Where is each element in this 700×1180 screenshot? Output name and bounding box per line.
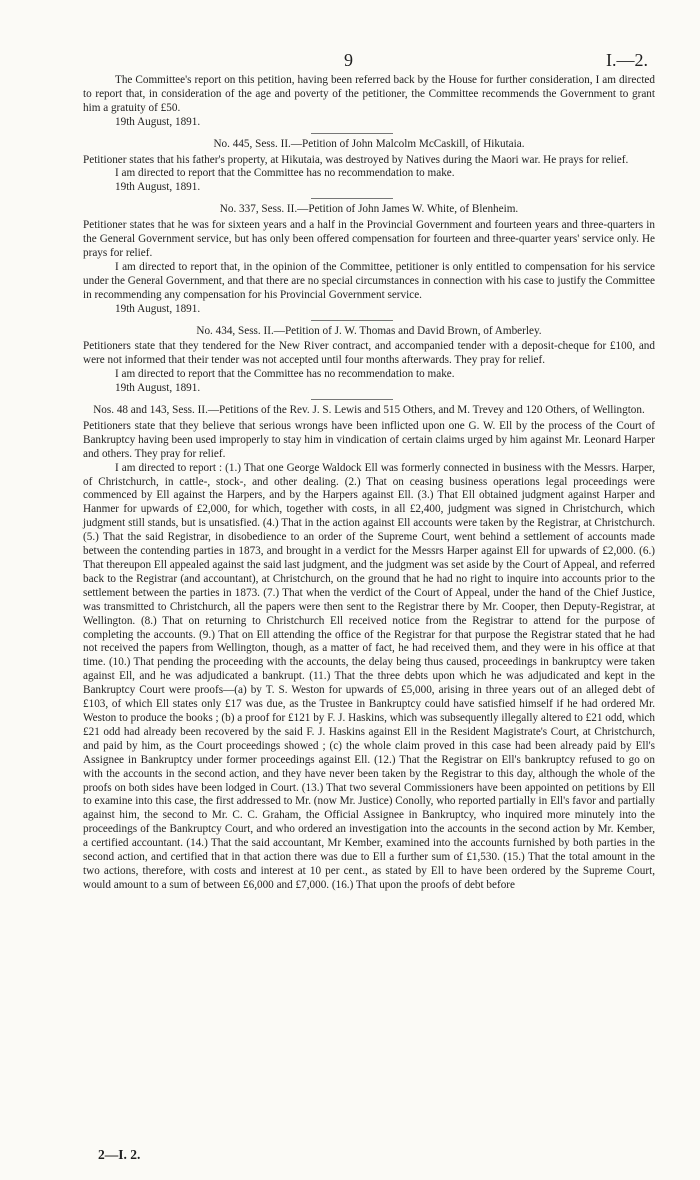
page-number: 9 bbox=[344, 50, 353, 70]
section-divider bbox=[311, 320, 393, 321]
section-divider bbox=[311, 133, 393, 134]
paragraph: I am directed to report that the Committee has no recommendation to make. bbox=[115, 167, 455, 180]
report-date: 19th August, 1891. bbox=[115, 181, 201, 194]
petition-heading: Nos. 48 and 143, Sess. II.—Petitions of the Rev. J. S. Lewis and 515 Others, and M. Trevey and 120 Others, of Wellington. bbox=[93, 404, 645, 417]
signature-mark: 2—I. 2. bbox=[98, 1147, 141, 1162]
paragraph: Petitioner states that he was for sixteen years and a half in the Provincial Government and fourteen years and three-quarters in the General Government service, but has only been offered compensation for fourteen and three-quarter years' service only. He prays for relief. bbox=[83, 219, 655, 259]
petition-heading: No. 434, Sess. II.—Petition of J. W. Thomas and David Brown, of Amberley. bbox=[196, 324, 542, 337]
paragraph: Petitioners state that they tendered for the New River contract, and accompanied tender with a deposit-cheque for £100, and were not informed that their tender was not accepted until four months afterwards. They pray for relief. bbox=[83, 340, 655, 367]
paragraph: I am directed to report : (1.) That one George Waldock Ell was formerly connected in business with the Messrs. Harper, of Christchurch, in cattle-, stock-, and other dealing. (2.) That on ceasing business operations legal proceedings were commenced by Ell against the Harpers, and by the Harpers against Ell. (3.) That Ell obtained judgment against Harper and Hanmer for upwards of £2,000, for which, together with costs, in all £2,400, judgment was signed in Christchurch, which judgment still stands, but is unsatisfied. (4.) That in the action against Ell accounts were taken by the Registrar, at Christchurch. (5.) That the said Registrar, in disobedience to an order of the Supreme Court, went behind a settlement of accounts made between the contending parties in 1873, and brought in a verdict for the Messrs Harper against Ell for upwards of £2,000. (6.) That thereupon Ell appealed against the said last judgment, and the judgment was set aside by the Court of Appeal, and referred back to the Registrar (and accountant), at Christchurch, on the ground that he had no right to inquire into accounts prior to the settlement between the parties in 1873. (7.) That when the verdict of the Court of Appeal, under the hand of the Chief Justice, was transmitted to Christchurch, all the papers were then sent to the Registrar there by Mr. Cooper, then Deputy-Registrar, at Wellington. (8.) That on returning to Christchurch Ell received notice from the Registrar to attend for the purpose of completing the accounts. (9.) That on Ell attending the office of the Registrar for that purpose the Registrar stated that he had not received the papers from Wellington, though, as a matter of fact, he had received them, and they were in his office at that time. (10.) That pending the proceeding with the accounts, the delay being thus caused, proceedings in bankruptcy were taken against Ell, and he was adjudicated a bankrupt. (11.) That the three debts upon which he was adjudicated and kept in the Bankruptcy Court were proofs—(a) by T. S. Weston for upwards of £5,000, arising in three years out of an alleged debt of £103, of which Ell states only £17 was due, as the Trustee in Bankruptcy could have satisfied himself if he had ordered Mr. Weston to produce the books ; (b) a proof for £121 by F. J. Haskins, which was subsequently illegally altered to £21 odd, which £21 odd had already been recovered by the said F. J. Haskins against Ell in the Resident Magistrate's Court, at Christchurch, and paid by him, as the Court proceedings showed ; (c) the whole claim proved in this case had been already paid by Ell's Assignee in Bankruptcy under former proceedings against Ell. (12.) That the Registrar on Ell's bankruptcy refused to go on with the accounts in the second action, and they have never been taken by the Registrar to this day, although the whole of the proofs on both sides have been lodged in Court. (13.) That two several Commissioners have been appointed on petitions by Ell to examine into this case, the first addressed to Mr. (now Mr. Justice) Conolly, who reported partially in Ell's favor and partially against him, the second to Mr. C. C. Graham, the Official Assignee in Bankruptcy, who inquired more minutely into the proceedings of the Bankruptcy Court, and who ordered an investigation into the accounts in the second action by Mr. Kember, a certified accountant. (14.) That the said accountant, Mr Kember, examined into the accounts furnished by both parties in the second action, and certified that in that action there was due to Ell a further sum of £1,530. (15.) That the total amount in the two actions, therefore, with costs and interest at 10 per cent., as stated by Ell to have been ordered by the Supreme Court, would amount to a sum of between £6,000 and £7,000. (16.) That upon the proofs of debt before bbox=[83, 461, 655, 891]
paragraph: Petitioner states that his father's property, at Hikutaia, was destroyed by Natives during the Maori war. He prays for relief. bbox=[83, 153, 629, 166]
report-date: 19th August, 1891. bbox=[115, 302, 201, 315]
page-body bbox=[83, 74, 655, 893]
document-reference: I.—2. bbox=[606, 50, 648, 70]
paragraph: I am directed to report that the Committee has no recommendation to make. bbox=[115, 368, 455, 381]
paragraph: I am directed to report that, in the opinion of the Committee, petitioner is only entitled to compensation for his service under the General Government, and that there are no special circumstances in connection with his case to justify the Committee in recommending any compensation for his Provincial Government service. bbox=[83, 260, 655, 301]
section-divider bbox=[311, 399, 393, 400]
petition-heading: No. 445, Sess. II.—Petition of John Malcolm McCaskill, of Hikutaia. bbox=[213, 137, 525, 150]
petition-heading: No. 337, Sess. II.—Petition of John James W. White, of Blenheim. bbox=[219, 203, 519, 216]
section-divider bbox=[311, 198, 393, 199]
report-date: 19th August, 1891. bbox=[115, 382, 201, 395]
paragraph: Petitioners state that they believe that serious wrongs have been inflicted upon one G. W. Ell by the process of the Court of Bankruptcy having been used improperly to stay him in vindication of certain claims urged by him against Mr. Leonard Harper and others. They pray for relief. bbox=[83, 419, 655, 460]
paragraph: The Committee's report on this petition, having been referred back by the House for further consideration, I am directed to report that, in consideration of the age and poverty of the petitioner, the Committee recommends the Government to grant him a gratuity of £50. bbox=[83, 74, 655, 114]
report-date: 19th August, 1891. bbox=[115, 115, 201, 128]
